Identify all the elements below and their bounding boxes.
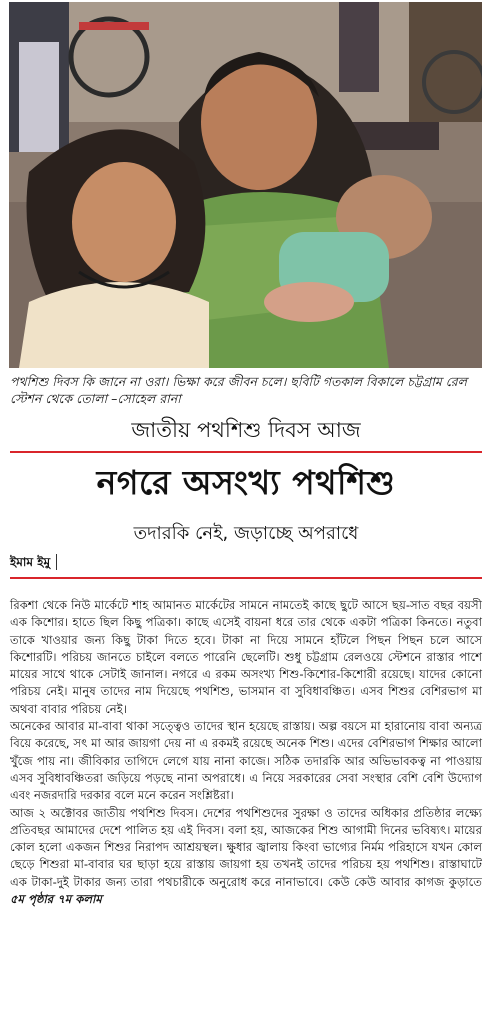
article-body: [10, 597, 482, 908]
headline: নগরে অসংখ্য পথশিশু: [96, 463, 396, 502]
byline: ইমাম ইমু: [10, 554, 57, 570]
byline-rule: [10, 577, 482, 579]
red-rule: [10, 451, 482, 453]
photo-street-children-illustration: [9, 2, 482, 368]
news-photo: [9, 2, 482, 368]
paragraph: অনেকের আবার মা-বাবা থাকা সত্ত্বেও তাদের স্থান হয়েছে রাস্তায়। অল্প বয়সে মা হারানোয় বাবা অন্যত্র বিয়ে করেছে, সৎ মা আর জায়গা দেয় না এ রকমই রয়েছে অনেক শিশু। এদের বেশিরভাগ শিক্ষার আলো খুঁজে পায় না। জীবিকার তাগিদে লেগে যায় নানা কাজে। সঠিক তদারকি আর অভিভাবকত্ব না পাওয়ায় এসব সুবিধাবঞ্চিতরা জড়িয়ে পড়ছে নানা অপরাধে। এ নিয়ে সরকারের সেবা সংস্থার বেশি বেশি উদ্যোগ এবং নজরদারি দরকার বলে মনে করেন সংশ্লিষ্টরা।: [10, 719, 482, 803]
photo-caption: পথশিশু দিবস কি জানে না ওরা। ভিক্ষা করে জীবন চলে। ছবিটি গতকাল বিকালে চট্টগ্রাম রেল স্টেশন থেকে তোলা –সোহেল রানা: [10, 374, 467, 406]
paragraph: রিকশা থেকে নিউ মার্কেটে শাহ আমানত মার্কেটের সামনে নামতেই কাছে ছুটে আসে ছয়-সাত বছর বয়সী এক কিশোর। হাতে ছিল কিছু পত্রিকা। কাছে এসেই বায়না ধরে তার থেকে একটা পত্রিকা কিনতে। নতুবা তাকে খাওয়ার জন্য কিছু টাকা দিতে হবে। টাকা না দিয়ে সামনে হাঁটলে পিছন পিছন চলে আসে কিশোরটি। পরিচয় জানতে চাইলে বলতে পারেনি ছেলেটি। শুধু চট্টগ্রাম রেলওয়ে স্টেশনে রাস্তার পাশে মায়ের সাথে থাকে সেটাই জানাল। নগরে এ রকম অসংখ্য শিশু-কিশোর-কিশোরী রয়েছে। যাদের কোনো পরিচয় নেই। মানুষ তাদের নাম দিয়েছে পথশিশু, ভাসমান বা সুবিধাবঞ্চিত। এসব শিশুর বেশিরভাগ মা অথবা বাবার পরিচয় নেই।: [10, 598, 482, 716]
kicker: জাতীয় পথশিশু দিবস আজ: [131, 418, 361, 442]
continuation-jump[interactable]: ৫ম পৃষ্ঠার ৭ম কলাম: [10, 892, 102, 907]
paragraph-text: আজ ২ অক্টোবর জাতীয় পথশিশু দিবস। দেশের পথশিশুদের সুরক্ষা ও তাদের অধিকার প্রতিষ্ঠার লক্ষ্যে প্রতিবছর আমাদের দেশে পালিত হয় এই দিবস। বলা হয়, আজকের শিশু আগামী দিনের ভবিষ্যৎ। মায়ের কোল হলো একজন শিশুর নিরাপদ আশ্রয়স্থল। ক্ষুধার জ্বালায় কিংবা ভাগ্যের নির্মম পরিহাসে যখন কোল ছেড়ে শিশুরা মা-বাবার ঘর ছাড়া হয়ে রাস্তায় জায়গা হয় তখনই তাদের পরিচয় হয় পথশিশু। রাস্তাঘাটে এক টাকা-দুই টাকার জন্য তারা পথচারীকে অনুরোধ করে নানাভাবে। কেউ কেউ আবার কাগজ কুড়াতে: [10, 805, 482, 889]
paragraph: [10, 805, 482, 909]
subheadline: তদারকি নেই, জড়াচ্ছে অপরাধে: [133, 523, 359, 544]
